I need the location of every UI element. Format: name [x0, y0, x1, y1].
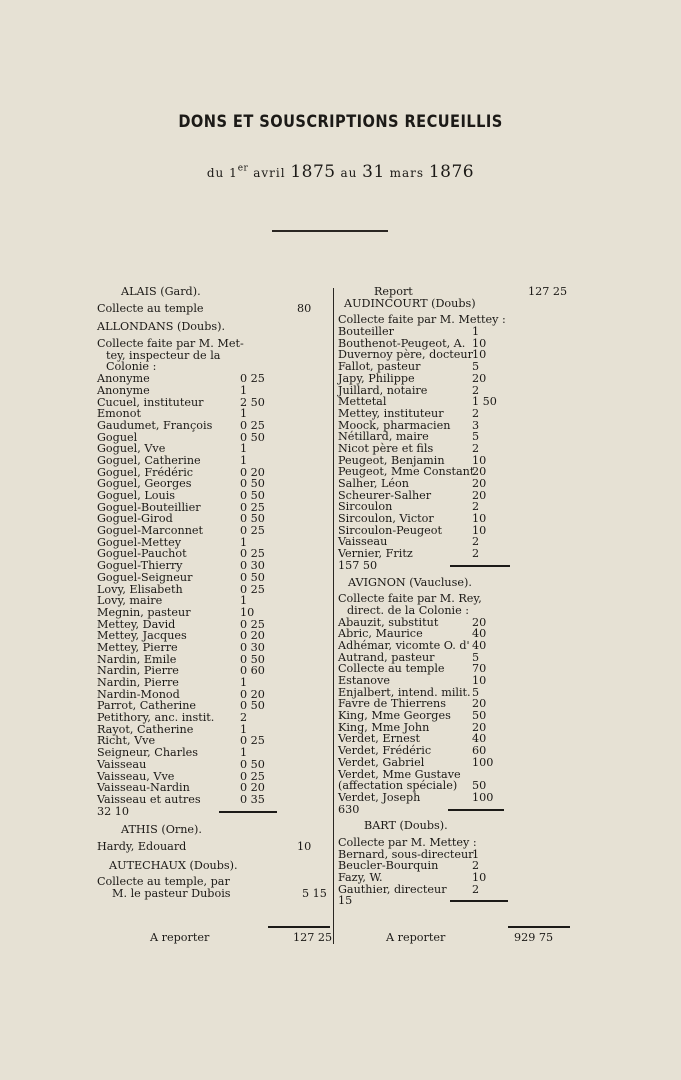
subtotal-row: 157 50: [338, 560, 570, 572]
entry-name: Goguel-Mettey: [97, 535, 182, 549]
entry-name: Favre de Thierrens: [338, 697, 446, 711]
list-item: [97, 420, 329, 432]
entry-amount: 3: [472, 418, 480, 432]
entry-name: Salher, Léon: [338, 477, 409, 490]
entry-name: Sircoulon-Peugeot: [338, 523, 442, 537]
right-footer-label: A reporter: [386, 931, 446, 944]
entry-amount: 0 25: [240, 372, 265, 386]
entry-name: Vaisseau, Vve: [97, 769, 175, 783]
entry-name: Vernier, Fritz: [338, 547, 413, 561]
entry-amount: 0 60: [240, 664, 265, 678]
entry-name: Nétillard, maire: [338, 430, 429, 444]
entry-amount: 0 25: [240, 582, 265, 596]
entry-name: Anonyme: [97, 383, 150, 397]
entry-amount: 0 50: [240, 699, 265, 713]
entry-amount: 2: [240, 711, 248, 725]
entry-name: Duvernoy père, docteur: [338, 348, 473, 362]
intro-line: Collecte au temple, par: [97, 875, 230, 889]
entry-name: Estanove: [338, 674, 390, 687]
entry-amount: 5: [472, 360, 480, 374]
entry-amount: 1: [240, 442, 248, 456]
subtitle-year2: 1876: [428, 162, 475, 182]
entry-name: Rayot, Catherine: [97, 722, 194, 736]
entry-name: Bernard, sous-directeur: [338, 847, 474, 861]
entry-name: Verdet, Ernest: [338, 732, 420, 746]
entry-amount: 5: [472, 685, 480, 699]
list-item: [338, 884, 570, 896]
entry-name: Bouteiller: [338, 325, 394, 339]
list-item: [97, 677, 329, 689]
entry-name: Juillard, notaire: [338, 383, 428, 397]
subtotal-row: 32 10: [97, 806, 329, 818]
entry-name: Abric, Maurice: [338, 627, 423, 641]
title-rule: [272, 230, 388, 232]
subtotal-row: 630: [338, 804, 570, 816]
entry-amount: 0 25: [240, 734, 265, 748]
intro-line: direct. de la Colonie :: [347, 603, 470, 617]
entry-name: Verdet, Gabriel: [338, 755, 425, 769]
entry-name: Nardin, Emile: [97, 652, 177, 666]
intro-line: Collecte faite par M. Mettey :: [338, 313, 506, 327]
intro-line: Collecte par M. Mettey :: [338, 835, 477, 849]
intro-line: Collecte faite par M. Met-: [97, 337, 244, 351]
list-item: [97, 759, 329, 771]
list-item: [338, 513, 570, 525]
entry-amount: 10: [472, 674, 487, 687]
entry-amount: 0 50: [240, 652, 265, 666]
entry-name: Fallot, pasteur: [338, 360, 421, 374]
entry-amount: 0 25: [240, 500, 265, 514]
entry-name: Verdet, Mme Gustave: [338, 767, 461, 781]
entry-name: Abauzit, substitut: [338, 615, 439, 629]
intro-line: Colonie :: [106, 360, 157, 374]
entry-amount: 40: [472, 732, 487, 746]
entry-name: Adhémar, vicomte O. d': [338, 638, 470, 652]
subtotal-row: 15: [338, 895, 570, 907]
entry-amount: 0 20: [240, 687, 265, 701]
list-item: [97, 794, 329, 806]
entry-amount: 0 35: [240, 792, 265, 806]
entry-amount: 1: [472, 847, 480, 861]
entry-name: Autrand, pasteur: [338, 650, 435, 664]
list-item: [338, 872, 570, 884]
entry-name: Enjalbert, intend. milit.: [338, 685, 471, 699]
entry-amount: 20: [472, 720, 487, 734]
intro-line: Collecte faite par M. Rey,: [338, 592, 482, 606]
section-heading-bart: BART (Doubs).: [364, 819, 448, 833]
entry-amount: 0 50: [240, 477, 265, 491]
entry-row: Collecte au temple 80: [97, 301, 312, 315]
entry-name: (affectation spéciale): [338, 779, 458, 793]
entry-name: Peugeot, Benjamin: [338, 453, 445, 467]
entry-amount: 2: [472, 441, 480, 455]
entry-amount: 100: [472, 755, 494, 769]
entry-name: Anonyme: [97, 372, 150, 386]
subtitle-month2: mars: [384, 166, 429, 180]
entry-name: Mettey, Jacques: [97, 629, 187, 643]
list-item: [338, 408, 570, 420]
entry-amount: 10: [472, 871, 487, 884]
intro-line: tey, inspecteur de la: [106, 348, 221, 362]
entry-name: Nardin-Monod: [97, 687, 180, 701]
entry-name: Goguel, Catherine: [97, 453, 201, 467]
entry-amount: 1 50: [472, 395, 497, 409]
list-item: [97, 642, 329, 654]
entry-name: Goguel, Louis: [97, 489, 176, 502]
entry-name: Nardin, Pierre: [97, 676, 179, 689]
entry-name: Goguel, Frédéric: [97, 465, 194, 479]
entry-name: Megnin, pasteur: [97, 605, 191, 619]
entry-name: Vaisseau: [97, 757, 147, 771]
list-item: [338, 373, 570, 385]
entry-amount: 0 25: [240, 769, 265, 783]
entry-name: Vaisseau-Nardin: [97, 781, 190, 795]
section-heading-avignon: AVIGNON (Vaucluse).: [348, 575, 472, 589]
entry-name: Gaudumet, François: [97, 418, 213, 432]
subtitle-pre: du 1: [206, 166, 238, 180]
entry-name: Moock, pharmacien: [338, 418, 451, 432]
entry-amount: 2: [472, 859, 480, 873]
entry-name: Mettey, Pierre: [97, 640, 178, 654]
left-column: [97, 286, 329, 900]
entry-amount: 0 25: [240, 547, 265, 561]
entry-name: Lovy, maire: [97, 594, 163, 608]
entry-name: Emonot: [97, 407, 141, 421]
allondans-list: [97, 373, 329, 805]
section-heading-alais: ALAIS (Gard).: [121, 285, 201, 298]
list-item: [338, 326, 570, 338]
entry-name: Richt, Vve: [97, 734, 156, 748]
entry-name: Goguel-Girod: [97, 512, 173, 526]
entry-name: Mettey, David: [97, 617, 176, 631]
list-item: [97, 490, 329, 502]
entry-amount: 1: [240, 594, 248, 608]
entry-amount: 1: [240, 746, 248, 760]
entry-amount: 0 50: [240, 512, 265, 526]
entry-name: Vaisseau: [338, 535, 388, 549]
entry-name: Goguel-Pauchot: [97, 547, 187, 561]
subtitle-year1: 1875: [290, 162, 336, 182]
entry-amount: 70: [472, 662, 487, 676]
entry-amount: 1: [240, 676, 248, 689]
entry-amount: 2 50: [240, 395, 265, 409]
entry-amount: 10: [472, 453, 487, 467]
right-column: [338, 286, 570, 907]
entry-name: Nicot père et fils: [338, 441, 434, 455]
entry-amount: 40: [472, 638, 487, 652]
entry-amount: 2: [472, 882, 480, 896]
entry-amount: 1: [240, 407, 248, 421]
entry-amount: 1: [472, 325, 480, 339]
entry-amount: 5: [472, 430, 480, 444]
entry-amount: 0 25: [240, 617, 265, 631]
entry-name: Seigneur, Charles: [97, 746, 199, 760]
entry-name: Goguel: [97, 430, 138, 444]
bart-list: [338, 849, 570, 896]
entry-amount: 2: [472, 500, 480, 514]
entry-amount: 0 50: [240, 430, 265, 444]
left-footer-rule: [268, 926, 330, 928]
entry-amount: 10: [472, 512, 487, 526]
entry-name: Bouthenot-Peugeot, A.: [338, 336, 466, 350]
right-footer-rule: [508, 926, 570, 928]
section-heading-audincourt: AUDINCOURT (Doubs): [344, 296, 476, 310]
list-item: [338, 478, 570, 490]
entry-row: Hardy, Edouard 10: [97, 839, 312, 853]
entry-name: Goguel, Vve: [97, 442, 166, 456]
entry-name: Mettetal: [338, 395, 387, 409]
entry-name: Beucler-Bourquin: [338, 859, 439, 873]
entry-name: Verdet, Frédéric: [338, 744, 432, 758]
entry-amount: 0 30: [240, 559, 265, 573]
entry-name: King, Mme John: [338, 720, 430, 734]
entry-name: Sircoulon, Victor: [338, 512, 434, 526]
list-item: [97, 607, 329, 619]
entry-amount: 10: [472, 348, 487, 362]
entry-name: Collecte au temple: [338, 662, 445, 676]
entry-name: Peugeot, Mme Constant: [338, 465, 475, 479]
entry-amount: 5: [472, 650, 480, 664]
entry-amount: 0 50: [240, 757, 265, 771]
entry-amount: 2: [472, 383, 480, 397]
entry-amount: 10: [472, 523, 487, 537]
entry-name: Verdet, Joseph: [338, 790, 421, 804]
entry-amount: 20: [472, 465, 487, 479]
entry-amount: 100: [472, 790, 494, 804]
list-item: [338, 675, 570, 687]
entry-name: Gauthier, directeur: [338, 882, 447, 896]
entry-amount: 2: [472, 535, 480, 549]
list-item: [338, 792, 570, 804]
list-item: [338, 640, 570, 652]
entry-amount: 10: [240, 605, 255, 619]
entry-amount: 0 50: [240, 570, 265, 584]
intro-line: M. le pasteur Dubois 5 15: [112, 887, 327, 900]
entry-amount: 0 25: [240, 418, 265, 432]
right-footer-total: 929 75: [514, 931, 554, 944]
entry-amount: 0 20: [240, 465, 265, 479]
entry-amount: 20: [472, 615, 487, 629]
entry-name: Goguel-Bouteillier: [97, 500, 201, 514]
page-title: DONS ET SOUSCRIPTIONS RECUEILLIS: [178, 112, 503, 132]
entry-name: Japy, Philippe: [338, 371, 415, 385]
entry-name: Goguel-Seigneur: [97, 570, 193, 584]
entry-name: Goguel-Marconnet: [97, 524, 204, 538]
subtitle-day2: 31: [362, 162, 385, 182]
entry-name: Lovy, Elisabeth: [97, 582, 183, 596]
section-heading-athis: ATHIS (Orne).: [121, 823, 202, 837]
entry-name: Scheurer-Salher: [338, 488, 432, 502]
entry-amount: 0 30: [240, 640, 265, 654]
entry-amount: 2: [472, 547, 480, 561]
entry-amount: 20: [472, 697, 487, 711]
entry-amount: 1: [240, 722, 248, 736]
entry-name: Vaisseau et autres: [97, 792, 201, 806]
subtitle-month1: avril: [248, 166, 291, 180]
entry-name: Sircoulon: [338, 500, 393, 514]
audincourt-list: [338, 326, 570, 560]
list-item: [97, 455, 329, 467]
left-footer-total: 127 25: [293, 931, 333, 944]
subtitle-sup: er: [237, 163, 249, 174]
section-heading-allondans: ALLONDANS (Doubs).: [97, 320, 226, 334]
entry-amount: 0 50: [240, 489, 265, 502]
entry-name: Mettey, instituteur: [338, 406, 444, 420]
entry-amount: 20: [472, 371, 487, 385]
entry-amount: 20: [472, 488, 487, 502]
list-item: [97, 525, 329, 537]
avignon-list: [338, 617, 570, 804]
entry-amount: 10: [472, 336, 487, 350]
entry-amount: 60: [472, 744, 487, 758]
entry-amount: 1: [240, 535, 248, 549]
list-item: [338, 710, 570, 722]
entry-amount: 50: [472, 709, 487, 723]
entry-amount: 0 20: [240, 629, 265, 643]
entry-amount: 20: [472, 477, 487, 490]
entry-name: Fazy, W.: [338, 871, 383, 884]
entry-amount: 1: [240, 383, 248, 397]
entry-name: Nardin, Pierre: [97, 664, 179, 678]
entry-name: Cucuel, instituteur: [97, 395, 204, 409]
entry-amount: 0 20: [240, 781, 265, 795]
entry-name: Goguel-Thierry: [97, 559, 183, 573]
subtitle-mid: au: [335, 166, 363, 180]
list-item: [338, 443, 570, 455]
list-item: [97, 572, 329, 584]
entry-amount: 40: [472, 627, 487, 641]
entry-amount: 50: [472, 779, 487, 793]
entry-name: Petithory, anc. instit.: [97, 711, 215, 725]
entry-amount: 1: [240, 453, 248, 467]
list-item: [338, 757, 570, 769]
report-row: Report 127 25: [374, 285, 568, 298]
entry-amount: 0 25: [240, 524, 265, 538]
section-heading-autechaux: AUTECHAUX (Doubs).: [109, 858, 238, 872]
list-item: [97, 712, 329, 724]
left-footer-label: A reporter: [150, 931, 210, 944]
column-divider: [333, 288, 334, 944]
list-item: [97, 385, 329, 397]
entry-name: Goguel, Georges: [97, 477, 192, 491]
entry-name: Parrot, Catherine: [97, 699, 197, 713]
page-subtitle: [0, 162, 681, 182]
entry-amount: 2: [472, 406, 480, 420]
entry-name: King, Mme Georges: [338, 709, 451, 723]
